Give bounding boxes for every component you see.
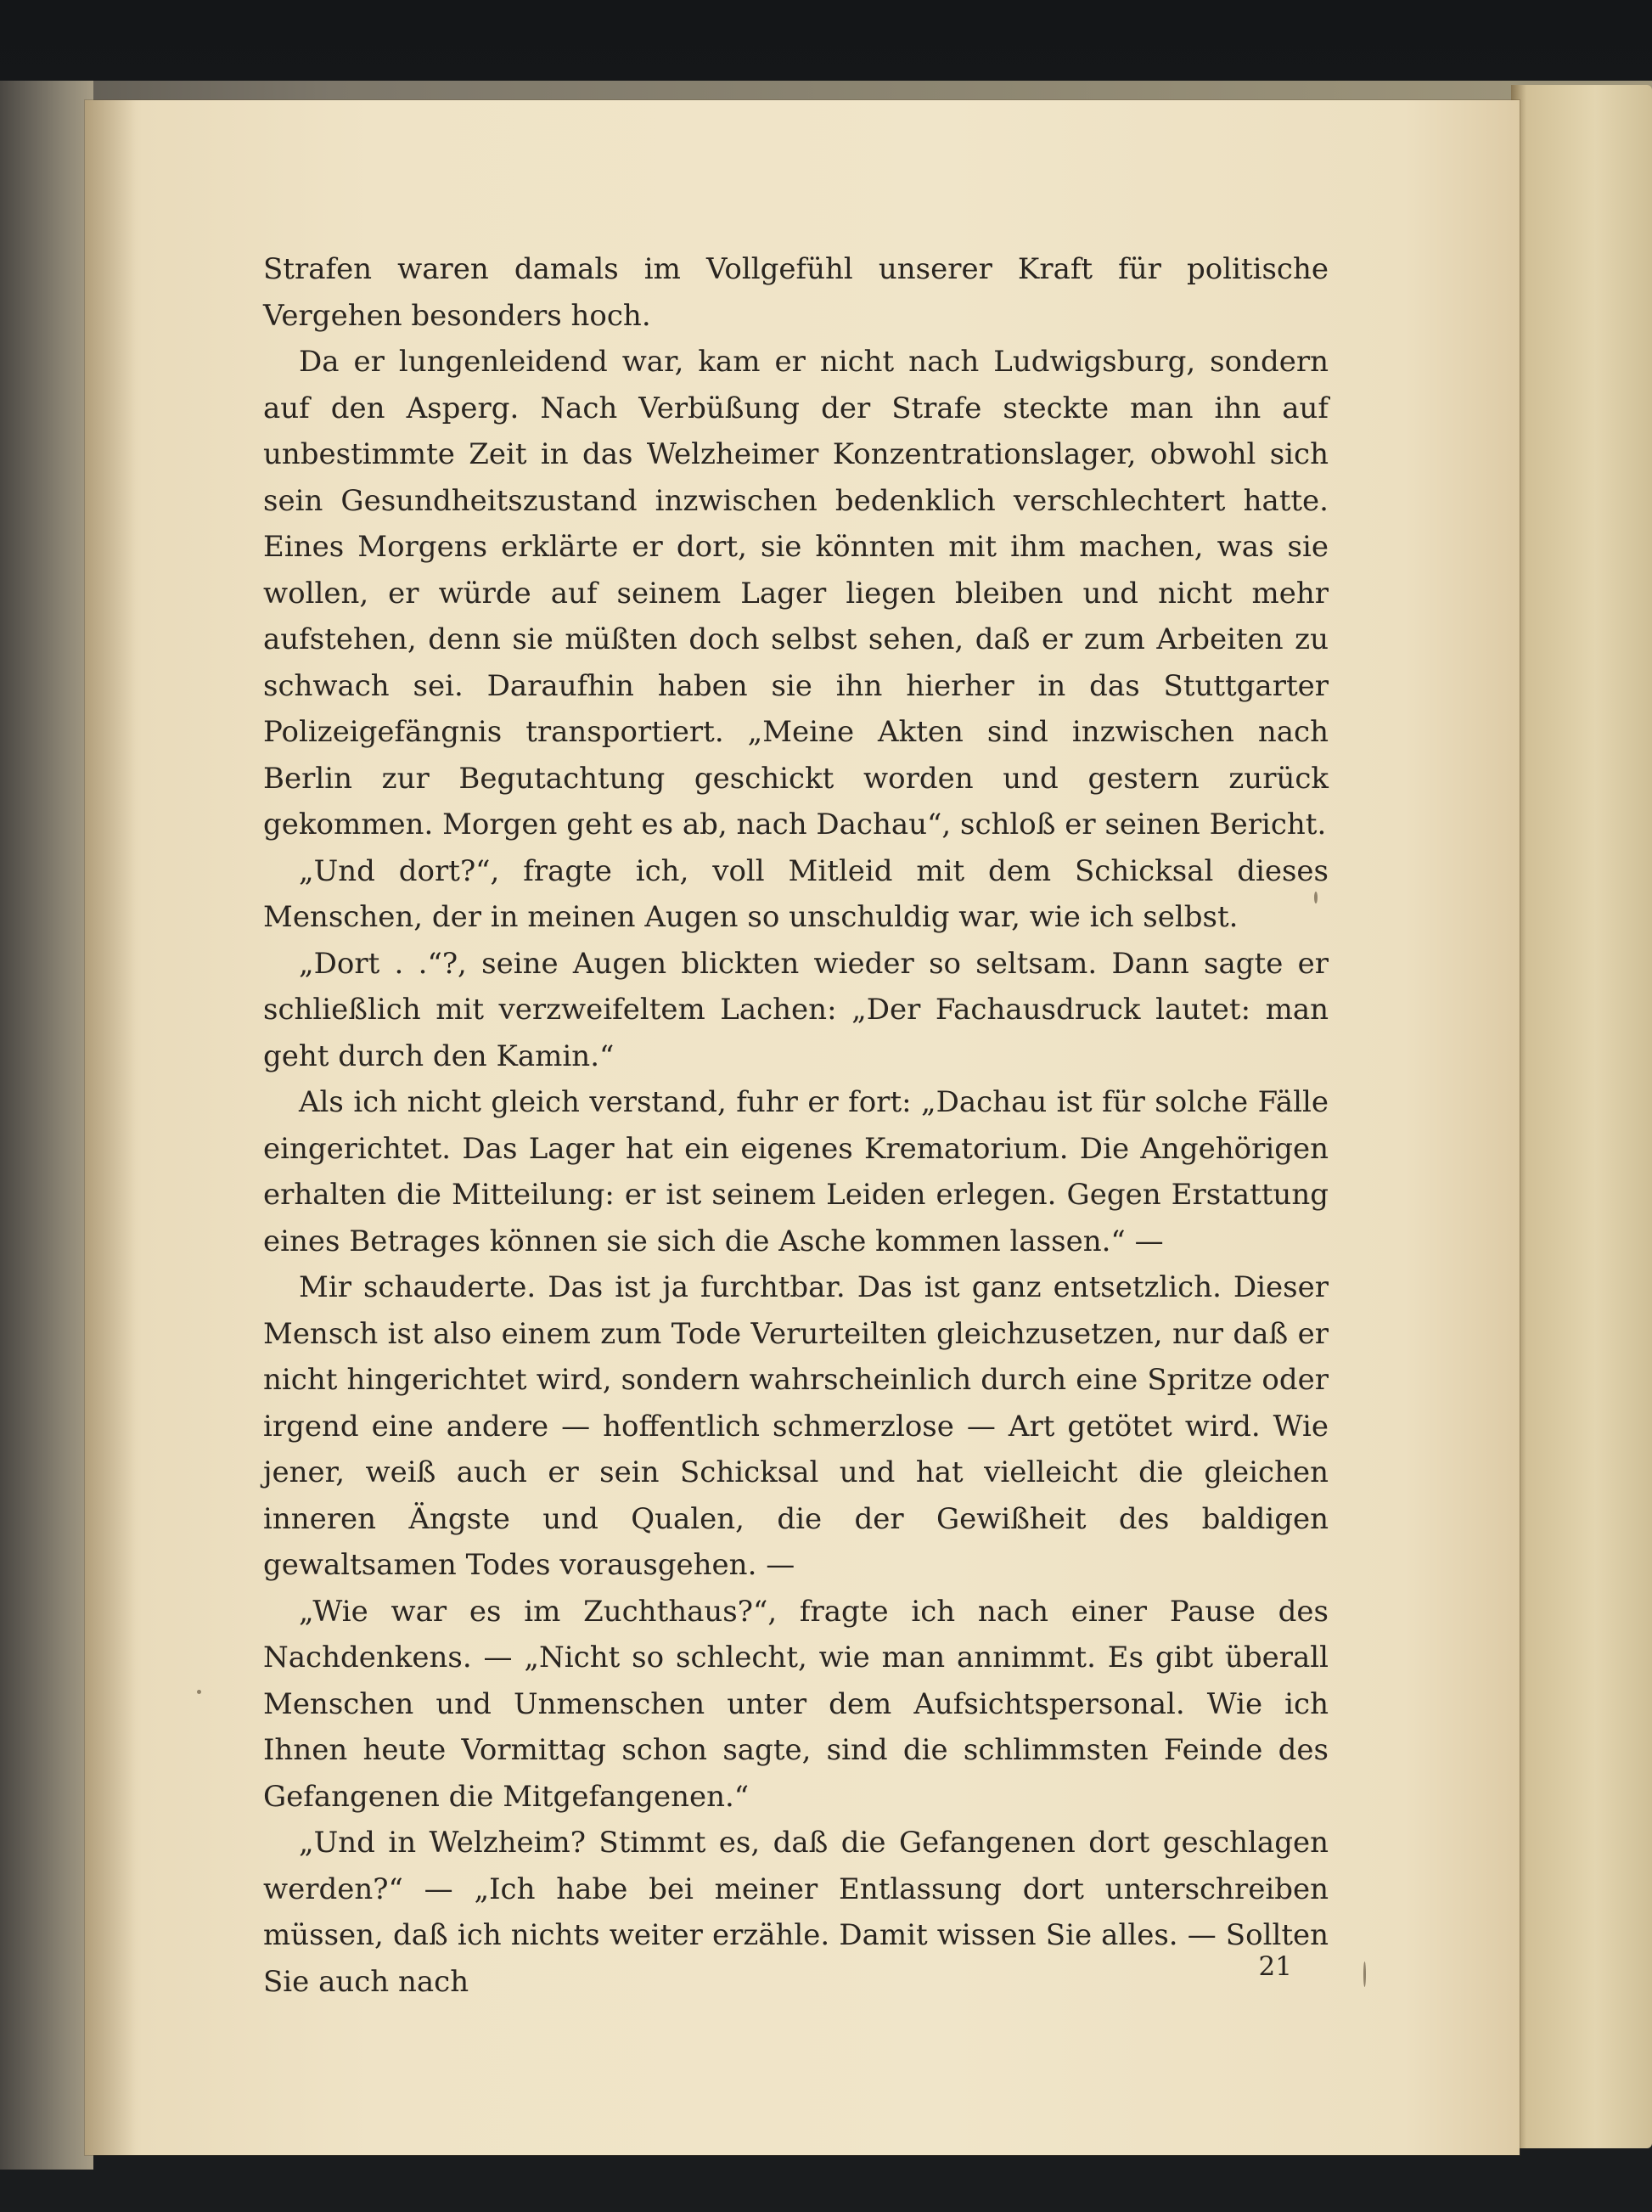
paragraph: Als ich nicht gleich verstand, fuhr er fort: „Dachau ist für solche Fälle eingerichtet. Das Lager hat ein eigenes Krematorium. Die Angehörigen erhalten die Mitteilung: er ist seinem Leiden erlegen. Gegen Erstattung eines Betrages können sie sich die Asche kommen lassen.“ —: [263, 1085, 1329, 1258]
paper-speck: [1314, 892, 1318, 903]
paragraph: „Dort . .“?, seine Augen blickten wieder so seltsam. Dann sagte er schließlich mit verzweifeltem Lachen: „Der Fachausdruck lautet: man geht durch den Kamin.“: [263, 946, 1329, 1073]
page-gutter-shadow: [85, 100, 136, 2155]
paper-speck: [197, 1690, 201, 1694]
paragraph: Mir schauderte. Das ist ja furchtbar. Das ist ganz entsetzlich. Dieser Mensch ist also einem zum Tode Verurteilten gleichzusetzen, nur daß er nicht hingerichtet wird, sondern wahrscheinlich durch eine Spritze oder irgend eine andere — hoffentlich schmerzlose — Art getötet wird. Wie jener, weiß auch er sein Schicksal und hat vielleicht die gleichen inneren Ängste und Qualen, die der Gewißheit des baldigen gewaltsamen Todes vorausgehen. —: [263, 1270, 1329, 1582]
book-cover-edge: [1511, 85, 1652, 2148]
paragraph: Da er lungenleidend war, kam er nicht nach Ludwigsburg, sondern auf den Asperg. Nach Verbüßung der Strafe steckte man ihn auf unbestimmte Zeit in das Welzheimer Konzentrationslager, obwohl sich sein Gesundheitszustand inzwischen bedenklich verschlechtert hatte. Eines Morgens erklärte er dort, sie könnten mit ihm machen, was sie wollen, er würde auf seinem Lager liegen bleiben und nicht mehr aufstehen, denn sie müßten doch selbst sehen, daß er zum Arbeiten zu schwach sei. Daraufhin haben sie ihn hierher in das Stuttgarter Polizeigefängnis transportiert. „Meine Akten sind inzwischen nach Berlin zur Begutachtung geschickt worden und gestern zurück gekommen. Morgen geht es ab, nach Dachau“, schloß er seinen Bericht.: [263, 345, 1329, 841]
paragraph: „Wie war es im Zuchthaus?“, fragte ich nach einer Pause des Nachdenkens. — „Nicht so schlecht, wie man annimmt. Es gibt überall Menschen und Unmenschen unter dem Aufsichtspersonal. Wie ich Ihnen heute Vormittag schon sagte, sind die schlimmsten Feinde des Gefangenen die Mitgefangenen.“: [263, 1594, 1329, 1814]
page-number: 21: [1258, 1951, 1292, 1982]
paragraph: „Und dort?“, fragte ich, voll Mitleid mit dem Schicksal dieses Menschen, der in meinen Augen so unschuldig war, wie ich selbst.: [263, 853, 1329, 934]
page-body-text: [263, 246, 1329, 2005]
book-binding-spine: [0, 81, 93, 2170]
paragraph: Strafen waren damals im Vollgefühl unserer Kraft für politische Vergehen besonders hoch.: [263, 252, 1329, 333]
paper-speck: [1363, 1962, 1366, 1987]
paragraph: „Und in Welzheim? Stimmt es, daß die Gefangenen dort geschlagen werden?“ — „Ich habe bei meiner Entlassung dort unterschreiben müssen, daß ich nichts weiter erzähle. Damit wissen Sie alles. — Sollten Sie auch nach: [263, 1826, 1329, 1999]
